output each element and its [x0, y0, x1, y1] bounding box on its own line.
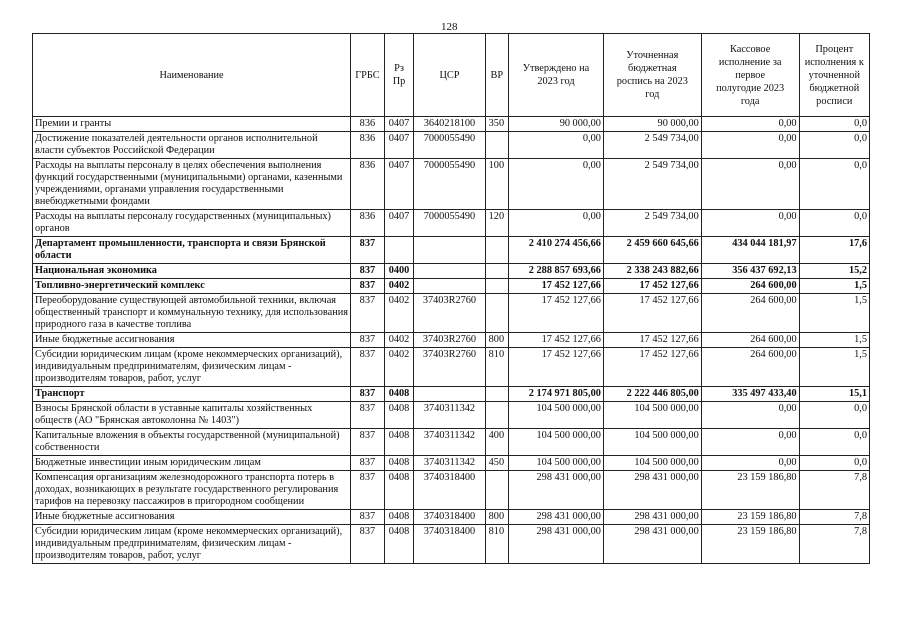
cell-cash: 434 044 181,97: [701, 237, 799, 264]
cell-grbs: 836: [351, 117, 385, 132]
cell-name: Транспорт: [33, 387, 351, 402]
cell-rz-pr: 0402: [384, 294, 414, 333]
cell-percent: 0,0: [799, 210, 869, 237]
cell-grbs: 837: [351, 429, 385, 456]
cell-vr: 800: [485, 510, 508, 525]
cell-vr: 100: [485, 159, 508, 210]
cell-vr: [485, 387, 508, 402]
cell-cash: 264 600,00: [701, 294, 799, 333]
table-row: [33, 279, 870, 294]
table-row: [33, 117, 870, 132]
cell-grbs: 837: [351, 348, 385, 387]
cell-approved: 17 452 127,66: [509, 333, 604, 348]
cell-refined: 104 500 000,00: [603, 456, 701, 471]
cell-refined: 2 222 446 805,00: [603, 387, 701, 402]
header-name: Наименование: [33, 34, 351, 117]
cell-refined: 298 431 000,00: [603, 525, 701, 564]
cell-rz-pr: 0402: [384, 348, 414, 387]
cell-csr: 37403R2760: [414, 333, 485, 348]
cell-grbs: 837: [351, 237, 385, 264]
page-number: 128: [441, 21, 458, 33]
cell-csr: [414, 387, 485, 402]
cell-rz-pr: 0408: [384, 387, 414, 402]
cell-grbs: 837: [351, 387, 385, 402]
cell-grbs: 837: [351, 294, 385, 333]
cell-grbs: 837: [351, 279, 385, 294]
cell-percent: 7,8: [799, 525, 869, 564]
table-row: [33, 237, 870, 264]
table-row: [33, 333, 870, 348]
cell-percent: 1,5: [799, 294, 869, 333]
cell-rz-pr: 0408: [384, 429, 414, 456]
cell-percent: 15,2: [799, 264, 869, 279]
cell-approved: 104 500 000,00: [509, 402, 604, 429]
table-row: [33, 264, 870, 279]
cell-vr: 450: [485, 456, 508, 471]
cell-vr: 810: [485, 525, 508, 564]
cell-percent: 0,0: [799, 132, 869, 159]
cell-approved: 2 174 971 805,00: [509, 387, 604, 402]
cell-approved: 2 410 274 456,66: [509, 237, 604, 264]
cell-grbs: 837: [351, 264, 385, 279]
cell-refined: 17 452 127,66: [603, 294, 701, 333]
header-refined: Уточненная бюджетная роспись на 2023 год: [603, 34, 701, 117]
cell-name: Национальная экономика: [33, 264, 351, 279]
cell-rz-pr: 0407: [384, 210, 414, 237]
cell-refined: 2 549 734,00: [603, 159, 701, 210]
cell-name: Департамент промышленности, транспорта и связи Брянской области: [33, 237, 351, 264]
cell-name: Иные бюджетные ассигнования: [33, 510, 351, 525]
cell-approved: 0,00: [509, 159, 604, 210]
cell-grbs: 836: [351, 210, 385, 237]
cell-rz-pr: 0408: [384, 471, 414, 510]
header-rz-pr: Рз Пр: [384, 34, 414, 117]
cell-name: Иные бюджетные ассигнования: [33, 333, 351, 348]
cell-refined: 17 452 127,66: [603, 348, 701, 387]
table-row: [33, 525, 870, 564]
cell-csr: 3740318400: [414, 525, 485, 564]
header-grbs: ГРБС: [351, 34, 385, 117]
cell-vr: 350: [485, 117, 508, 132]
cell-csr: 3740311342: [414, 429, 485, 456]
cell-percent: 17,6: [799, 237, 869, 264]
cell-name: Топливно-энергетический комплекс: [33, 279, 351, 294]
cell-cash: 0,00: [701, 429, 799, 456]
cell-rz-pr: 0402: [384, 279, 414, 294]
cell-grbs: 837: [351, 510, 385, 525]
cell-cash: 23 159 186,80: [701, 471, 799, 510]
header-vr: ВР: [485, 34, 508, 117]
cell-grbs: 837: [351, 471, 385, 510]
cell-vr: [485, 132, 508, 159]
cell-csr: 3740311342: [414, 402, 485, 429]
cell-csr: 3640218100: [414, 117, 485, 132]
table-row: [33, 402, 870, 429]
cell-approved: 0,00: [509, 132, 604, 159]
cell-approved: 17 452 127,66: [509, 294, 604, 333]
cell-name: Переоборудование существующей автомобильной техники, включая общественный транспорт и коммунальную технику, для использования природного газа в качестве топлива: [33, 294, 351, 333]
cell-name: Капитальные вложения в объекты государственной (муниципальной) собственности: [33, 429, 351, 456]
cell-name: Взносы Брянской области в уставные капиталы хозяйственных обществ (АО "Брянская автоколонна № 1403"): [33, 402, 351, 429]
table-row: [33, 510, 870, 525]
cell-csr: 7000055490: [414, 159, 485, 210]
cell-refined: 2 549 734,00: [603, 132, 701, 159]
table-row: [33, 210, 870, 237]
cell-name: Компенсация организациям железнодорожного транспорта потерь в доходах, возникающих в результате государственного регулирования тарифов на перевозку пассажиров в пригородном сообщении: [33, 471, 351, 510]
cell-approved: 17 452 127,66: [509, 348, 604, 387]
cell-rz-pr: 0402: [384, 333, 414, 348]
cell-refined: 298 431 000,00: [603, 510, 701, 525]
cell-grbs: 837: [351, 402, 385, 429]
cell-csr: 3740318400: [414, 471, 485, 510]
cell-approved: 298 431 000,00: [509, 471, 604, 510]
table-row: [33, 348, 870, 387]
cell-name: Субсидии юридическим лицам (кроме некоммерческих организаций), индивидуальным предпринимателям, физическим лицам - производителям товаров, работ, услуг: [33, 525, 351, 564]
cell-name: Бюджетные инвестиции иным юридическим лицам: [33, 456, 351, 471]
table-row: [33, 456, 870, 471]
table-row: [33, 159, 870, 210]
cell-csr: 7000055490: [414, 210, 485, 237]
cell-csr: 37403R2760: [414, 294, 485, 333]
cell-name: Премии и гранты: [33, 117, 351, 132]
cell-percent: 1,5: [799, 333, 869, 348]
cell-vr: [485, 237, 508, 264]
cell-refined: 17 452 127,66: [603, 279, 701, 294]
cell-approved: 2 288 857 693,66: [509, 264, 604, 279]
cell-csr: 7000055490: [414, 132, 485, 159]
cell-cash: 264 600,00: [701, 333, 799, 348]
cell-refined: 90 000,00: [603, 117, 701, 132]
cell-approved: 17 452 127,66: [509, 279, 604, 294]
cell-rz-pr: 0407: [384, 159, 414, 210]
cell-approved: 90 000,00: [509, 117, 604, 132]
cell-percent: 15,1: [799, 387, 869, 402]
cell-approved: 104 500 000,00: [509, 456, 604, 471]
cell-rz-pr: 0408: [384, 456, 414, 471]
cell-cash: 23 159 186,80: [701, 525, 799, 564]
cell-cash: 264 600,00: [701, 279, 799, 294]
cell-percent: 0,0: [799, 402, 869, 429]
cell-rz-pr: 0408: [384, 402, 414, 429]
cell-cash: 0,00: [701, 117, 799, 132]
cell-grbs: 837: [351, 333, 385, 348]
cell-vr: 120: [485, 210, 508, 237]
cell-percent: 0,0: [799, 429, 869, 456]
cell-vr: [485, 402, 508, 429]
cell-csr: [414, 264, 485, 279]
cell-approved: 298 431 000,00: [509, 525, 604, 564]
cell-percent: 1,5: [799, 279, 869, 294]
cell-cash: 356 437 692,13: [701, 264, 799, 279]
cell-refined: 2 338 243 882,66: [603, 264, 701, 279]
cell-vr: [485, 471, 508, 510]
cell-vr: [485, 279, 508, 294]
cell-percent: 7,8: [799, 510, 869, 525]
cell-vr: [485, 264, 508, 279]
table-row: [33, 387, 870, 402]
cell-percent: 0,0: [799, 159, 869, 210]
cell-refined: 298 431 000,00: [603, 471, 701, 510]
cell-cash: 0,00: [701, 456, 799, 471]
cell-vr: 400: [485, 429, 508, 456]
cell-cash: 0,00: [701, 159, 799, 210]
cell-percent: 0,0: [799, 456, 869, 471]
cell-cash: 335 497 433,40: [701, 387, 799, 402]
cell-rz-pr: [384, 237, 414, 264]
cell-csr: 3740318400: [414, 510, 485, 525]
cell-csr: [414, 279, 485, 294]
cell-rz-pr: 0407: [384, 132, 414, 159]
cell-refined: 104 500 000,00: [603, 402, 701, 429]
cell-rz-pr: 0408: [384, 525, 414, 564]
cell-refined: 2 549 734,00: [603, 210, 701, 237]
cell-cash: 0,00: [701, 132, 799, 159]
cell-approved: 0,00: [509, 210, 604, 237]
header-cash: Кассовое исполнение за первое полугодие 2023 года: [701, 34, 799, 117]
cell-name: Субсидии юридическим лицам (кроме некоммерческих организаций), индивидуальным предпринимателям, физическим лицам - производителям товаров, работ, услуг: [33, 348, 351, 387]
cell-approved: 298 431 000,00: [509, 510, 604, 525]
cell-grbs: 836: [351, 159, 385, 210]
header-approved: Утверждено на 2023 год: [509, 34, 604, 117]
cell-csr: 3740311342: [414, 456, 485, 471]
table-header-row: [33, 34, 870, 117]
cell-grbs: 837: [351, 456, 385, 471]
cell-cash: 264 600,00: [701, 348, 799, 387]
cell-rz-pr: 0408: [384, 510, 414, 525]
table-row: [33, 294, 870, 333]
cell-vr: 800: [485, 333, 508, 348]
table-row: [33, 471, 870, 510]
cell-refined: 104 500 000,00: [603, 429, 701, 456]
table-body: [33, 117, 870, 564]
cell-rz-pr: 0407: [384, 117, 414, 132]
header-csr: ЦСР: [414, 34, 485, 117]
cell-name: Расходы на выплаты персоналу государственных (муниципальных) органов: [33, 210, 351, 237]
cell-cash: 0,00: [701, 210, 799, 237]
cell-name: Достижение показателей деятельности органов исполнительной власти субъектов Российской Федерации: [33, 132, 351, 159]
cell-grbs: 837: [351, 525, 385, 564]
cell-vr: 810: [485, 348, 508, 387]
cell-approved: 104 500 000,00: [509, 429, 604, 456]
cell-name: Расходы на выплаты персоналу в целях обеспечения выполнения функций государственными (муниципальными) органами, казенными учреждениями, органами управления государственными внебюджетными фондами: [33, 159, 351, 210]
budget-table: [32, 33, 870, 564]
cell-percent: 1,5: [799, 348, 869, 387]
header-percent: Процент исполнения к уточненной бюджетной росписи: [799, 34, 869, 117]
cell-percent: 7,8: [799, 471, 869, 510]
cell-refined: 17 452 127,66: [603, 333, 701, 348]
cell-cash: 23 159 186,80: [701, 510, 799, 525]
cell-cash: 0,00: [701, 402, 799, 429]
table-row: [33, 132, 870, 159]
cell-grbs: 836: [351, 132, 385, 159]
cell-csr: [414, 237, 485, 264]
cell-refined: 2 459 660 645,66: [603, 237, 701, 264]
cell-percent: 0,0: [799, 117, 869, 132]
table-row: [33, 429, 870, 456]
cell-vr: [485, 294, 508, 333]
cell-rz-pr: 0400: [384, 264, 414, 279]
cell-csr: 37403R2760: [414, 348, 485, 387]
